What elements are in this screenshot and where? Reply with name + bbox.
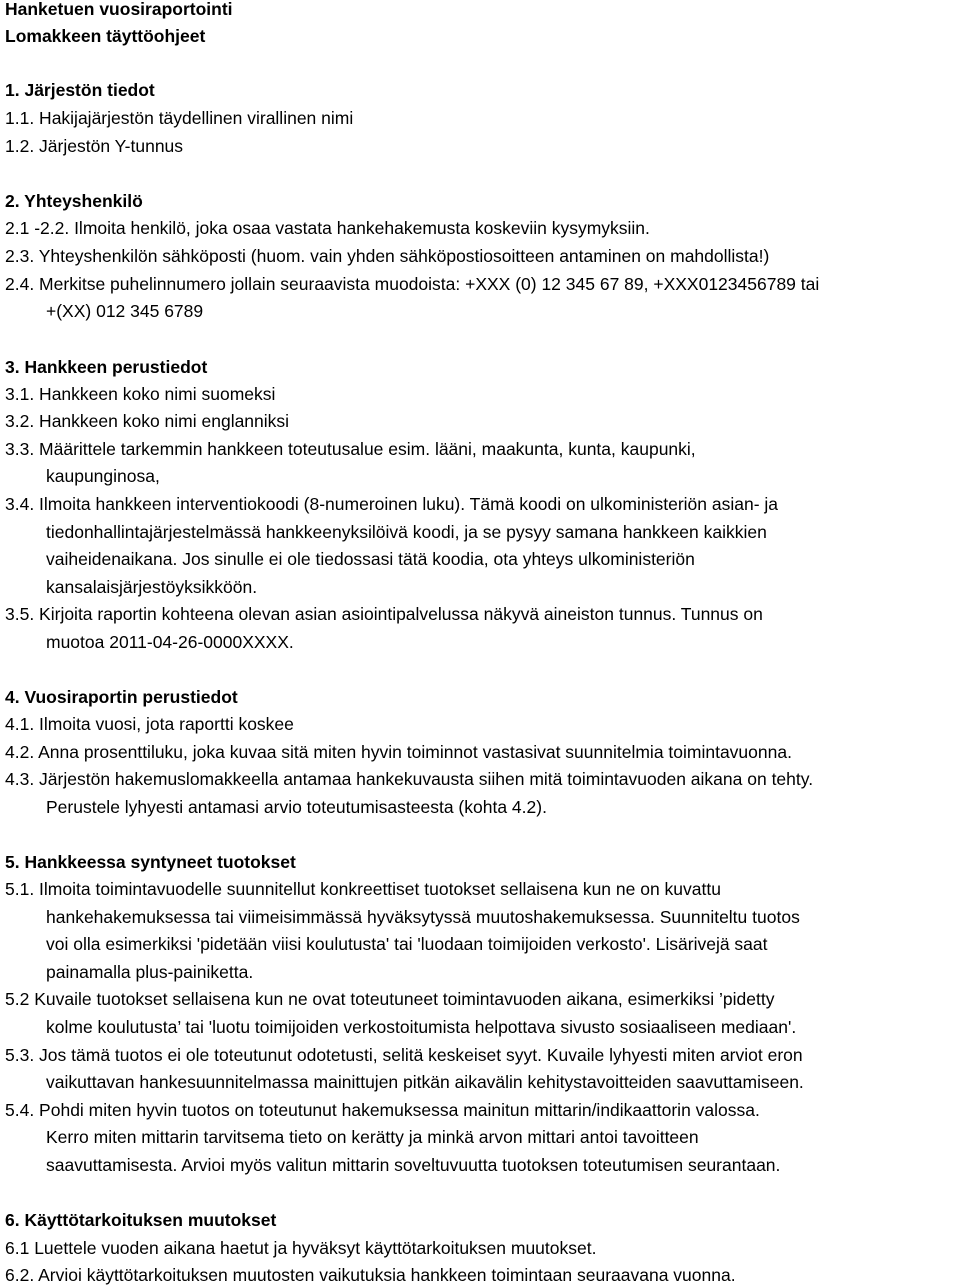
item-3-1: 3.1. Hankkeen koko nimi suomeksi <box>5 384 276 404</box>
item-3-3-line-1: 3.3. Määrittele tarkemmin hankkeen toteutusalue esim. lääni, maakunta, kunta, kaupunki, <box>5 439 696 459</box>
item-4-3-line-2: Perustele lyhyesti antamasi arvio toteutumisasteesta (kohta 4.2). <box>46 797 547 817</box>
item-5-3-line-2: vaikuttavan hankesuunnitelmassa mainittujen pitkän aikavälin kehitystavoitteiden saavuttamiseen. <box>46 1072 804 1092</box>
item-3-4-line-4: kansalaisjärjestöyksikköön. <box>46 577 258 597</box>
item-5-2-line-1: 5.2 Kuvaile tuotokset sellaisena kun ne ovat toteutuneet toimintavuoden aikana, esimerkiksi ’pidetty <box>5 989 775 1009</box>
item-2-4-line-1: 2.4. Merkitse puhelinnumero jollain seuraavista muodoista: +XXX (0) 12 345 67 89, +XXX0123456789 tai <box>5 274 820 294</box>
item-3-2: 3.2. Hankkeen koko nimi englanniksi <box>5 411 290 431</box>
item-6-2: 6.2. Arvioi käyttötarkoituksen muutosten vaikutuksia hankkeen toimintaan seuraavana vuonna. <box>5 1265 736 1285</box>
item-2-4-line-2: +(XX) 012 345 6789 <box>46 301 204 321</box>
item-3-5-line-1: 3.5. Kirjoita raportin kohteena olevan asian asiointipalvelussa näkyvä aineiston tunnus. Tunnus on <box>5 604 763 624</box>
item-5-1-line-1: 5.1. Ilmoita toimintavuodelle suunnitellut konkreettiset tuotokset sellaisena kun ne on kuvattu <box>5 879 721 899</box>
item-3-3-line-2: kaupunginosa, <box>46 466 160 486</box>
item-5-1-line-3: voi olla esimerkiksi 'pidetään viisi koulutusta' tai 'luodaan toimijoiden verkosto'. Lisärivejä saat <box>46 934 768 954</box>
section-3-heading: 3. Hankkeen perustiedot <box>5 357 208 377</box>
document-subtitle: Lomakkeen täyttöohjeet <box>5 26 206 46</box>
document-title: Hanketuen vuosiraportointi <box>5 0 233 19</box>
item-2-3: 2.3. Yhteyshenkilön sähköposti (huom. vain yhden sähköpostiosoitteen antaminen on mahdollista!) <box>5 246 770 266</box>
section-5-heading: 5. Hankkeessa syntyneet tuotokset <box>5 852 296 872</box>
item-1-2: 1.2. Järjestön Y-tunnus <box>5 136 184 156</box>
item-3-4-line-2: tiedonhallintajärjestelmässä hankkeenyksilöivä koodi, ja se pysyy samana hankkeen kaikkien <box>46 522 767 542</box>
item-5-1-line-2: hankehakemuksessa tai viimeisimmässä hyväksytyssä muutoshakemuksessa. Suunniteltu tuotos <box>46 907 800 927</box>
item-6-1: 6.1 Luettele vuoden aikana haetut ja hyväksyt käyttötarkoituksen muutokset. <box>5 1238 597 1258</box>
item-4-2: 4.2. Anna prosenttiluku, joka kuvaa sitä miten hyvin toiminnot vastasivat suunnitelmia toimintavuonna. <box>5 742 792 762</box>
section-6-heading: 6. Käyttötarkoituksen muutokset <box>5 1210 277 1230</box>
item-2-1-2-2: 2.1 -2.2. Ilmoita henkilö, joka osaa vastata hankehakemusta koskeviin kysymyksiin. <box>5 218 650 238</box>
item-5-4-line-1: 5.4. Pohdi miten hyvin tuotos on toteutunut hakemuksessa mainitun mittarin/indikaattorin valossa. <box>5 1100 760 1120</box>
item-5-1-line-4: painamalla plus-painiketta. <box>46 962 254 982</box>
section-2-heading: 2. Yhteyshenkilö <box>5 191 143 211</box>
item-3-4-line-1: 3.4. Ilmoita hankkeen interventiokoodi (8-numeroinen luku). Tämä koodi on ulkoministeriön asian- ja <box>5 494 779 514</box>
item-4-1: 4.1. Ilmoita vuosi, jota raportti koskee <box>5 714 294 734</box>
item-5-4-line-2: Kerro miten mittarin tarvitsema tieto on kerätty ja minkä arvon mittari antoi tavoitteen <box>46 1127 699 1147</box>
item-5-4-line-3: saavuttamisesta. Arvioi myös valitun mittarin soveltuvuutta tuotoksen toteutumisen seurantaan. <box>46 1155 781 1175</box>
item-4-3-line-1: 4.3. Järjestön hakemuslomakkeella antamaa hankekuvausta siihen mitä toimintavuoden aikana on tehty. <box>5 769 814 789</box>
section-1-heading: 1. Järjestön tiedot <box>5 80 155 100</box>
item-3-4-line-3: vaiheidenaikana. Jos sinulle ei ole tiedossasi tätä koodia, ota yhteys ulkoministeriön <box>46 549 695 569</box>
item-5-3-line-1: 5.3. Jos tämä tuotos ei ole toteutunut odotetusti, selitä keskeiset syyt. Kuvaile lyhyesti miten arviot eron <box>5 1045 803 1065</box>
item-5-2-line-2: kolme koulutusta’ tai 'luotu toimijoiden verkostoitumista helpottava sivusto sosiaaliseen mediaan'. <box>46 1017 797 1037</box>
item-1-1: 1.1. Hakijajärjestön täydellinen virallinen nimi <box>5 108 354 128</box>
section-4-heading: 4. Vuosiraportin perustiedot <box>5 687 238 707</box>
item-3-5-line-2: muotoa 2011-04-26-0000XXXX. <box>46 632 294 652</box>
